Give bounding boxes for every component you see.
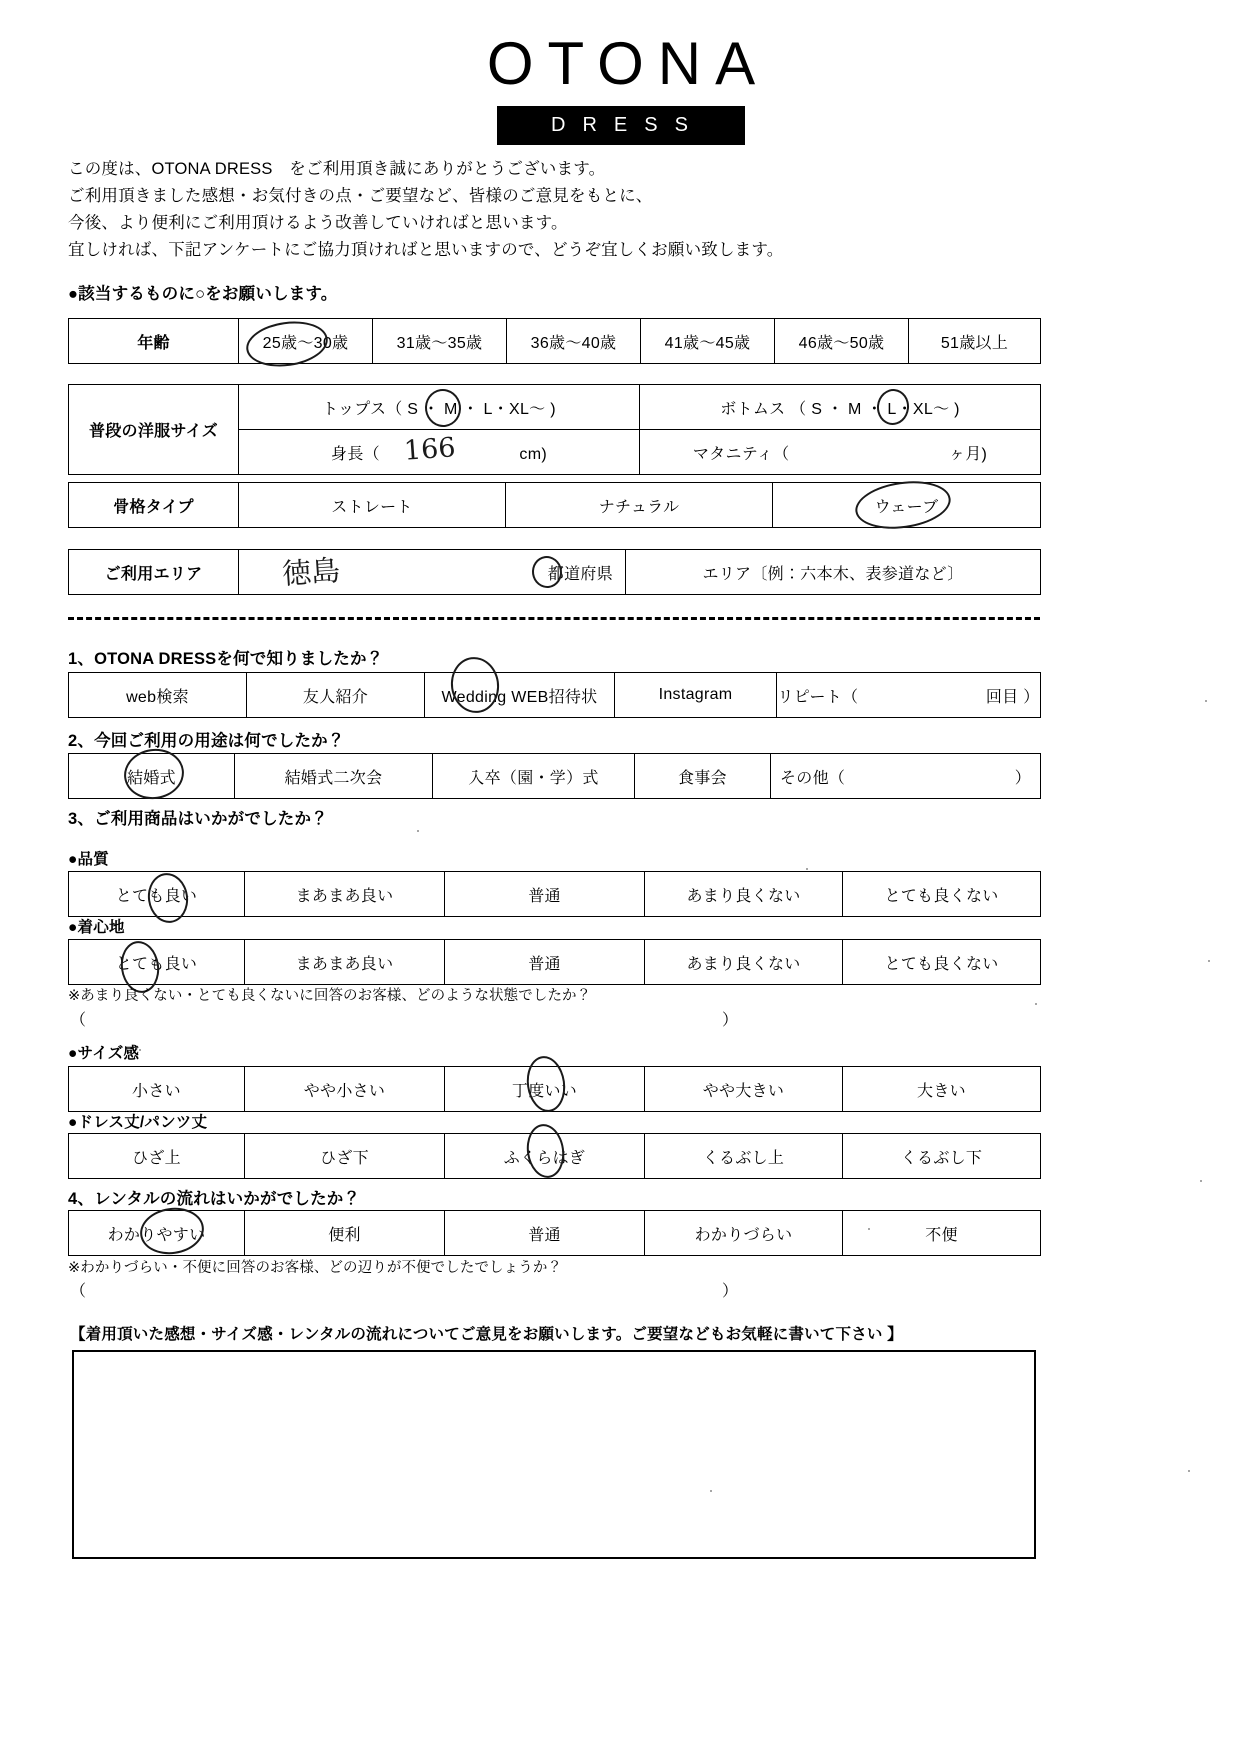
area-row-label: ご利用エリア <box>69 550 239 595</box>
q3-comfort-option-0[interactable]: とても良い <box>69 940 245 985</box>
q1-option-repeat[interactable] <box>777 673 1041 718</box>
q2-option-1[interactable]: 結婚式二次会 <box>235 754 433 799</box>
q3-comfort-table <box>68 939 1041 985</box>
intro-paragraph <box>68 156 1068 264</box>
q3-quality-option-2[interactable]: 普通 <box>445 872 645 917</box>
q1-repeat-count-label: 回目 ） <box>985 688 1040 706</box>
q3-quality-option-3[interactable]: あまり良くない <box>645 872 843 917</box>
skeleton-option-0[interactable]: ストレート <box>239 483 506 528</box>
maternity-cell[interactable] <box>640 430 1041 475</box>
scan-speck <box>806 868 808 870</box>
table-row <box>69 1134 1041 1179</box>
q1-table <box>68 672 1041 718</box>
scan-speck <box>1035 1003 1037 1005</box>
q3-quality-table <box>68 871 1041 917</box>
table-row <box>69 872 1041 917</box>
q1-option-3[interactable]: Instagram <box>615 673 777 718</box>
scan-speck <box>417 830 419 832</box>
q3-comfort-answer-close: ） <box>722 1012 739 1029</box>
q3-length-option-3[interactable]: くるぶし上 <box>645 1134 843 1179</box>
q2-option-3[interactable]: 食事会 <box>635 754 771 799</box>
table-row <box>69 319 1041 364</box>
q3-comfort-note: ※あまり良くない・とても良くないに回答のお客様、どのような状態でしたか？ <box>68 988 592 1004</box>
prefecture-cell[interactable]: 都道府県 <box>239 550 626 595</box>
bottoms-size-cell[interactable]: ボトムス （ S ・ M ・ L・XL〜 ) <box>640 385 1041 430</box>
intro-line-1: この度は、OTONA DRESS をご利用頂き誠にありがとうございます。 <box>68 160 606 178</box>
q3-quality-option-4[interactable]: とても良くない <box>843 872 1041 917</box>
section-divider <box>68 617 1040 620</box>
brand-name: OTONA <box>486 30 770 97</box>
freecomment-title: 【着用頂いた感想・サイズ感・レンタルの流れについてご意見をお願いします。ご要望などもお気軽に書いて下さい 】 <box>70 1326 903 1343</box>
intro-line-4: 宜しければ、下記アンケートにご協力頂ければと思いますので、どうぞ宜しくお願い致します。 <box>68 241 784 259</box>
table-row <box>69 385 1041 430</box>
q2-option-other[interactable] <box>771 754 1041 799</box>
skeleton-option-1[interactable]: ナチュラル <box>506 483 773 528</box>
age-table <box>68 318 1041 364</box>
maternity-label: マタニティ（ <box>692 445 790 463</box>
age-row-label: 年齢 <box>69 319 239 364</box>
table-row <box>69 1067 1041 1112</box>
age-option-3[interactable]: 41歳〜45歳 <box>641 319 775 364</box>
clothing-size-table <box>68 384 1041 475</box>
q2-table <box>68 753 1041 799</box>
q3-quality-option-1[interactable]: まあまあ良い <box>245 872 445 917</box>
q4-table <box>68 1210 1041 1256</box>
q3-size-option-3[interactable]: やや大きい <box>645 1067 843 1112</box>
q1-option-1[interactable]: 友人紹介 <box>247 673 425 718</box>
q1-option-0[interactable]: web検索 <box>69 673 247 718</box>
area-table <box>68 549 1041 595</box>
q4-option-2[interactable]: 普通 <box>445 1211 645 1256</box>
q4-option-0[interactable]: わかりやすい <box>69 1211 245 1256</box>
q3-title: 3、ご利用商品はいかがでしたか？ <box>68 810 328 828</box>
maternity-unit: ヶ月) <box>948 445 988 463</box>
table-row <box>69 754 1041 799</box>
q4-note: ※わかりづらい・不便に回答のお客様、どの辺りが不便でしたでしょうか？ <box>68 1260 563 1276</box>
q3-length-option-4[interactable]: くるぶし下 <box>843 1134 1041 1179</box>
table-row <box>69 550 1041 595</box>
q4-option-4[interactable]: 不便 <box>843 1211 1041 1256</box>
q2-other-close: ） <box>1014 769 1031 787</box>
q3-size-option-1[interactable]: やや小さい <box>245 1067 445 1112</box>
intro-line-2: ご利用頂きました感想・お気付きの点・ご要望など、皆様のご意見をもとに、 <box>68 187 653 205</box>
q4-answer-open: （ <box>70 1283 87 1300</box>
scan-speck <box>1188 1470 1190 1472</box>
scan-speck <box>1205 700 1207 702</box>
q2-option-2[interactable]: 入卒（園・学）式 <box>433 754 635 799</box>
q3-length-label: ●ドレス丈/パンツ丈 <box>68 1114 208 1131</box>
intro-line-3: 今後、より便利にご利用頂けるよう改善していければと思います。 <box>68 214 568 232</box>
area-hint-cell[interactable]: エリア〔例：六本木、表参道など〕 <box>626 550 1041 595</box>
table-row <box>69 1211 1041 1256</box>
q3-comfort-option-4[interactable]: とても良くない <box>843 940 1041 985</box>
scan-speck <box>1200 1180 1202 1182</box>
height-label: 身長（ <box>331 445 380 463</box>
q4-answer-close: ） <box>722 1283 739 1300</box>
q3-size-label: ●サイズ感 <box>68 1045 140 1062</box>
table-row <box>69 673 1041 718</box>
q3-size-table <box>68 1066 1041 1112</box>
q3-comfort-option-1[interactable]: まあまあ良い <box>245 940 445 985</box>
q3-size-option-4[interactable]: 大きい <box>843 1067 1041 1112</box>
q3-comfort-label: ●着心地 <box>68 919 125 936</box>
q3-comfort-answer-open: （ <box>70 1012 87 1029</box>
q3-length-table <box>68 1133 1041 1179</box>
handwritten-prefecture-value: 徳島 <box>280 553 342 591</box>
q2-title: 2、今回ご利用の用途は何でしたか？ <box>68 732 345 750</box>
table-row <box>69 483 1041 528</box>
height-unit: cm) <box>519 445 547 463</box>
tops-size-cell[interactable]: トップス（ S ・ M ・ L・XL〜 ) <box>239 385 640 430</box>
table-row <box>69 940 1041 985</box>
q3-comfort-option-2[interactable]: 普通 <box>445 940 645 985</box>
freecomment-box[interactable] <box>72 1350 1036 1559</box>
scan-speck <box>139 1049 141 1051</box>
age-option-2[interactable]: 36歳〜40歳 <box>507 319 641 364</box>
q3-size-option-0[interactable]: 小さい <box>69 1067 245 1112</box>
q1-option-2[interactable]: Wedding WEB招待状 <box>425 673 615 718</box>
q3-quality-label: ●品質 <box>68 851 109 868</box>
age-option-0[interactable]: 25歳〜30歳 <box>239 319 373 364</box>
q3-length-option-1[interactable]: ひざ下 <box>245 1134 445 1179</box>
scan-speck <box>1208 960 1210 962</box>
q3-size-option-2[interactable]: 丁度いい <box>445 1067 645 1112</box>
q2-other-label: その他（ <box>779 769 846 787</box>
q3-quality-option-0[interactable]: とても良い <box>69 872 245 917</box>
brand-subname: DRESS <box>497 106 745 145</box>
q4-option-3[interactable]: わかりづらい <box>645 1211 843 1256</box>
q2-option-0[interactable]: 結婚式 <box>69 754 235 799</box>
instruction-text: ●該当するものに○をお願いします。 <box>68 285 338 303</box>
skeleton-row-label: 骨格タイプ <box>69 483 239 528</box>
q1-repeat-label: リピート（ <box>777 688 859 706</box>
age-option-5[interactable]: 51歳以上 <box>909 319 1041 364</box>
height-cell[interactable] <box>239 430 640 475</box>
skeleton-option-2[interactable]: ウェーブ <box>773 483 1041 528</box>
q3-length-option-0[interactable]: ひざ上 <box>69 1134 245 1179</box>
handwritten-height-value: 166 <box>402 432 457 467</box>
q3-length-option-2[interactable]: ふくらはぎ <box>445 1134 645 1179</box>
q3-comfort-option-3[interactable]: あまり良くない <box>645 940 843 985</box>
brand-logo <box>0 30 1242 145</box>
age-option-4[interactable]: 46歳〜50歳 <box>775 319 909 364</box>
clothing-row-label: 普段の洋服サイズ <box>69 385 239 475</box>
q4-title: 4、レンタルの流れはいかがでしたか？ <box>68 1190 361 1208</box>
q4-option-1[interactable]: 便利 <box>245 1211 445 1256</box>
skeleton-type-table <box>68 482 1041 528</box>
age-option-1[interactable]: 31歳〜35歳 <box>373 319 507 364</box>
q1-title: 1、OTONA DRESSを何で知りましたか？ <box>68 650 384 668</box>
